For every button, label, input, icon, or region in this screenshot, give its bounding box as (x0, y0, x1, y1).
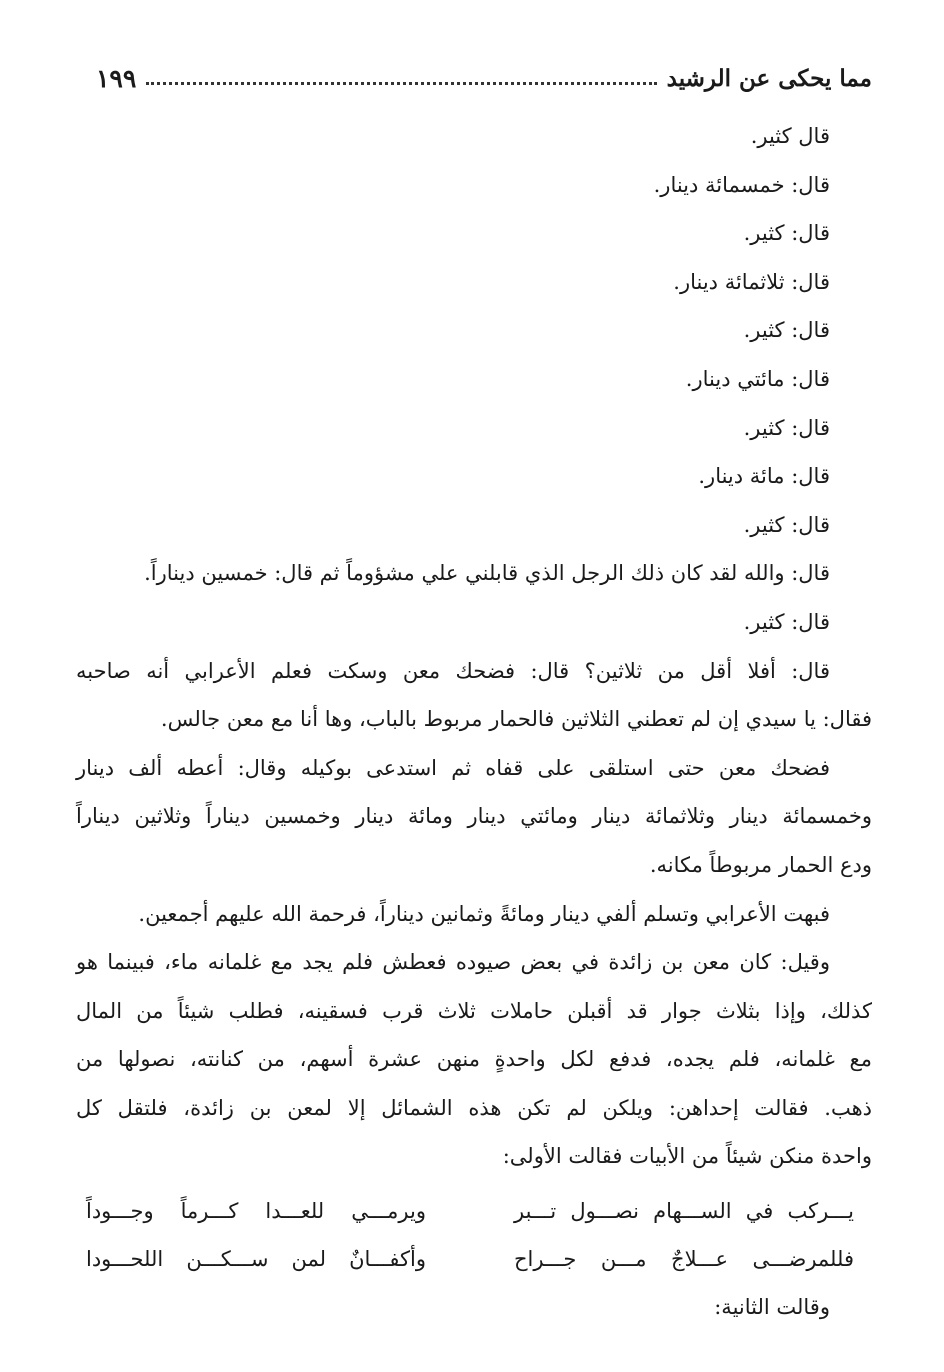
paragraph (76, 938, 872, 1181)
paragraph-line: فبهت الأعرابي وتسلم ألفي دينار ومائةً وثمانين ديناراً، فرحمة الله عليهم أجمعين. (138, 901, 830, 926)
dialogue-line: قال: كثير. (743, 512, 830, 537)
dialogue-line: قال: كثير. (743, 318, 830, 343)
paragraph-line: وقيل: كان معن بن زائدة في بعض صيوده فعطش فلم يجد مع غلمانه ماء، فبينما هو (76, 950, 830, 975)
paragraph-line: ذهب. فقالت إحداهن: ويلكن لم تكن هذه الشمائل إلا لمعن بن زائدة، فلتقل كل (76, 1095, 872, 1120)
paragraph-line: فقال: يا سيدي إن لم تعطني الثلاثين فالحمار مربوط بالباب، وها أنا مع معن جالس. (160, 707, 872, 732)
paragraph-line: ودع الحمار مربوطاً مكانه. (649, 852, 872, 877)
dialogue-line: قال: مائة دينار. (698, 464, 830, 489)
page-number: ١٩٩ (96, 63, 137, 93)
header-leader-dots (146, 78, 656, 85)
page-header (96, 58, 872, 98)
closing-line: وقالت الثانية: (714, 1295, 830, 1320)
page-body (76, 112, 872, 1332)
verse-first-hemistich: يـــركب في الســـهام نصـــول تـــبر (514, 1198, 854, 1223)
dialogue-line: قال: ثلاثمائة دينار. (673, 269, 830, 294)
verse-row (76, 1187, 872, 1235)
verse-first-hemistich: فللمرضـــى عـــلاجٌ مـــن جـــراح (514, 1246, 854, 1271)
verse-second-hemistich: ويرمـــي للعـــدا كـــرماً وجـــوداً (86, 1198, 426, 1223)
paragraph-line: وخمسمائة دينار وثلاثمائة دينار ومائتي دينار ومائة دينار وخمسين ديناراً وثلاثين ديناراً (76, 804, 872, 829)
dialogue-line: قال: مائتي دينار. (685, 366, 830, 391)
paragraph-line: مع غلمانه، فلم يجده، فدفع لكل واحدةٍ منهن عشرة أسهم، من كنانته، نصولها من (76, 1047, 872, 1072)
paragraph-line: قال: أفلا أقل من ثلاثين؟ قال: فضحك معن وسكت فعلم الأعرابي أنه صاحبه (76, 658, 830, 683)
paragraph (76, 647, 872, 744)
dialogue-line: قال: كثير. (743, 415, 830, 440)
paragraph-line: فضحك معن حتى استلقى على قفاه ثم استدعى بوكيله وقال: أعطه ألف دينار (76, 755, 830, 780)
verse-row (76, 1235, 872, 1283)
running-title: مما يحكى عن الرشيد (666, 64, 872, 92)
verse-second-hemistich: وأكفـــانٌ لمن ســـكـــن اللحـــودا (86, 1246, 426, 1271)
dialogue-line: قال: كثير. (743, 221, 830, 246)
dialogue-line: قال كثير. (750, 124, 830, 148)
paragraph (76, 890, 872, 939)
dialogue-line: قال: والله لقد كان ذلك الرجل الذي قابلني علي مشؤوماً ثم قال: خمسين ديناراً. (144, 561, 830, 586)
paragraph (76, 744, 872, 890)
poem-verses (76, 1187, 872, 1283)
dialogue-line: قال: خمسمائة دينار. (653, 172, 830, 197)
paragraph-line: كذلك، وإذا بثلاث جوار قد أقبلن حاملات ثلاث قرب فسقينه، فطلب شيئاً من المال (76, 998, 872, 1023)
dialogue-line: قال: كثير. (743, 609, 830, 634)
paragraph-line: واحدة منكن شيئاً من الأبيات فقالت الأولى: (502, 1144, 872, 1169)
